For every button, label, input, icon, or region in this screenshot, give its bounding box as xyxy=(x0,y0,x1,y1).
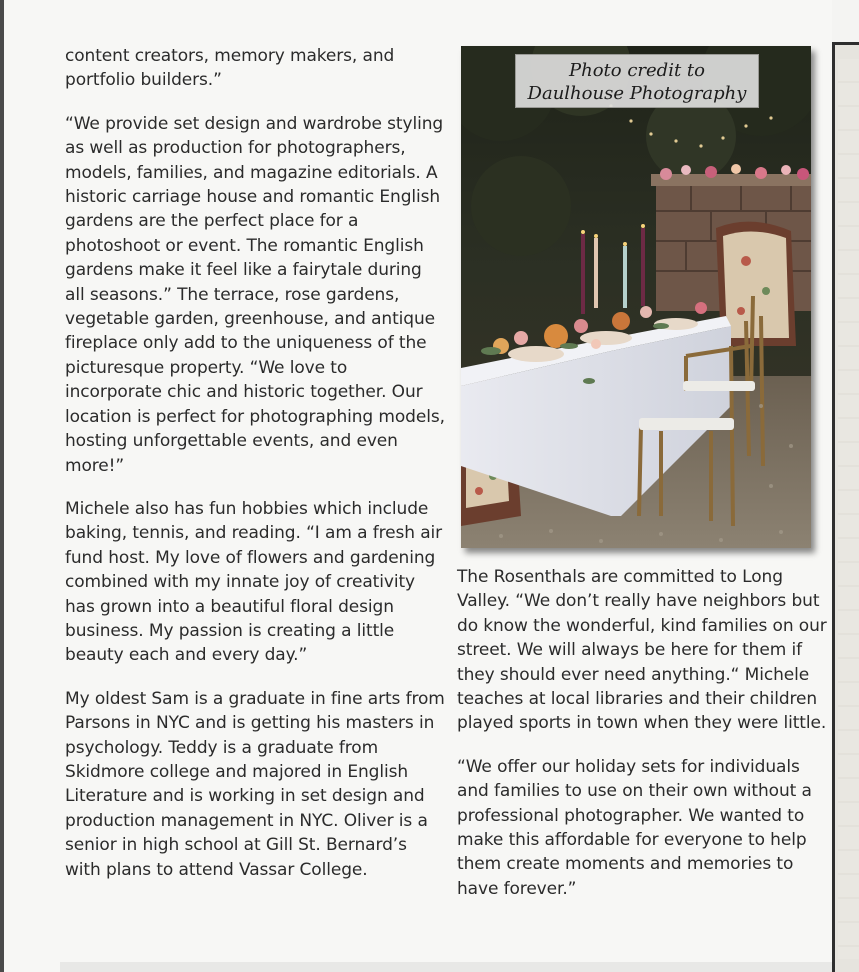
wood-panel-texture xyxy=(838,59,859,959)
photo-credit-line-2: Daulhouse Photography xyxy=(527,83,747,104)
page-bottom-edge xyxy=(60,962,832,972)
right-article-column xyxy=(457,565,827,920)
paragraph: Michele also has fun hobbies which include baking, tennis, and reading. “I am a fresh air fund host. My love of flowers and gardening combined with my innate joy of creativity has grown into a beautiful floral design business. My passion is creating a little beauty each and every day.” xyxy=(65,498,443,666)
photo-credit-line-1: Photo credit to xyxy=(569,60,705,81)
paragraph: content creators, memory makers, and portfolio builders.” xyxy=(65,46,395,91)
adjacent-page-edge xyxy=(832,42,859,972)
photo-illustration xyxy=(461,46,811,548)
left-article-column xyxy=(65,44,445,901)
photo-credit-caption xyxy=(515,54,759,108)
paragraph: My oldest Sam is a graduate in fine arts from Parsons in NYC and is getting his masters in psychology. Teddy is a graduate from Skidmore college and majored in English Literature and is working in set design and production management in NYC. Oliver is a senior in high school at Gill St. Bernard’s with plans to attend Vassar College. xyxy=(65,688,445,880)
garden-table-photo xyxy=(461,46,811,548)
paragraph: “We offer our holiday sets for individuals and families to use on their own without a professional photographer. We wanted to make this affordable for everyone to help them create moments and memories to have forever.” xyxy=(457,756,812,899)
paragraph: The Rosenthals are committed to Long Valley. “We don’t really have neighbors but do know the wonderful, kind families on our street. We will always be here for them if they should ever need anything.“ Michele teaches at local libraries and their children played sports in town when they were little. xyxy=(457,567,827,734)
paragraph: “We provide set design and wardrobe styling as well as production for photographers, models, families, and magazine editorials. A historic carriage house and romantic English gardens are the perfect place for a photoshoot or event. The romantic English gardens make it feel like a fairytale during all seasons.” The terrace, rose gardens, vegetable garden, greenhouse, and antique fireplace only add to the uniqueness of the picturesque property. “We love to incorporate chic and historic together. Our location is perfect for photographing models, hosting unforgettable events, and even more!” xyxy=(65,113,445,476)
